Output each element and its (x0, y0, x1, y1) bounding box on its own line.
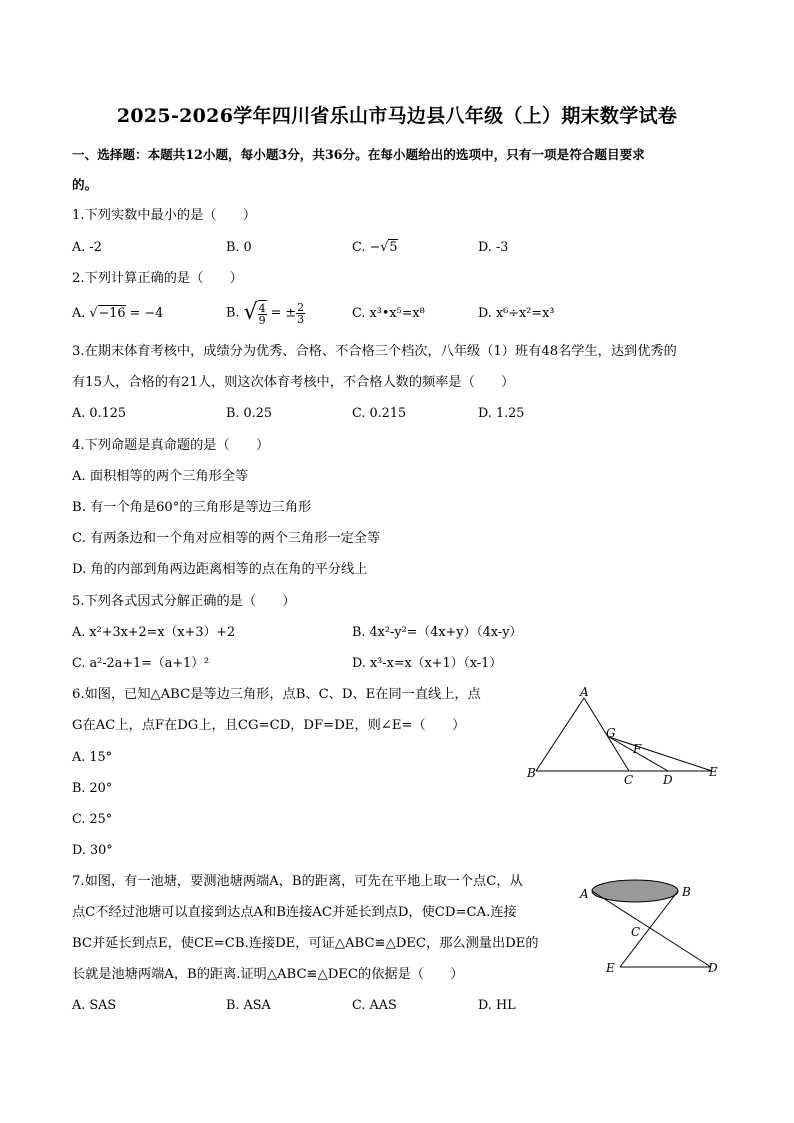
section-heading-line2: 的。 (72, 177, 98, 192)
q7-line1: 7.如图，有一池塘，要测池塘两端A，B的距离，可先在平地上取一个点C，从 (72, 874, 523, 889)
q3-line2: 有15人，合格的有21人，则这次体育考核中，不合格人数的频率是（ ） (72, 375, 515, 390)
q2-option-a-prefix: A. (72, 306, 90, 321)
q6-option-b: B. 20° (72, 781, 113, 796)
line-AD (592, 891, 711, 967)
label-C: C (631, 925, 641, 939)
sqrt-symbol: √ (89, 306, 98, 321)
q7-option-d: D. HL (478, 998, 516, 1013)
q2-option-a-rhs: = −4 (125, 306, 164, 321)
q2-option-b-denominator: 9 (258, 314, 266, 327)
q2-option-d: D. x⁶÷x²=x³ (478, 306, 555, 321)
section-heading-line1: 一、选择题：本题共12小题，每小题3分，共36分。在每小题给出的选项中，只有一项是符合题目要求 (72, 147, 645, 162)
q2-option-a-radicand: −16 (98, 306, 126, 321)
q2-stem: 2.下列计算正确的是（ ） (72, 271, 243, 286)
q2-option-b-rhs-numerator: 2 (297, 300, 305, 314)
q6-option-a: A. 15° (72, 750, 113, 765)
q7-option-a: A. SAS (72, 998, 117, 1013)
q2-option-b-rhs-fraction (296, 302, 305, 325)
q1-option-c-prefix: C. − (352, 240, 381, 255)
q5-stem: 5.下列各式因式分解正确的是（ ） (72, 594, 296, 609)
q6-line1: 6.如图，已知△ABC是等边三角形，点B、C、D、E在同一直线上，点 (72, 687, 481, 702)
q2-option-b-rhs-denominator: 3 (297, 312, 305, 326)
q6-figure-triangle-diagram (522, 685, 732, 790)
label-G: G (606, 726, 616, 740)
q7-line4: 长就是池塘两端A，B的距离.证明△ABC≌△DEC的依据是（ ） (72, 967, 464, 982)
label-B: B (682, 885, 691, 899)
label-A: A (580, 887, 589, 901)
q3-option-c: C. 0.215 (352, 406, 407, 421)
q2-option-b-numerator: 4 (258, 302, 266, 315)
q1-option-d: D. -3 (478, 240, 509, 255)
q5-option-d: D. x³-x=x（x+1）（x-1） (352, 656, 503, 671)
label-D: D (663, 773, 673, 787)
label-C: C (624, 773, 634, 787)
q7-line3: BC并延长到点E，使CE=CB.连接DE，可证△ABC≌△DEC，那么测量出DE的 (72, 936, 539, 951)
q7-option-b: B. ASA (226, 998, 271, 1013)
q1-option-a: A. -2 (72, 240, 102, 255)
q3-option-b: B. 0.25 (226, 406, 273, 421)
line-BE (620, 891, 678, 967)
label-D: D (708, 961, 718, 975)
q2-option-b-prefix: B. (226, 305, 244, 321)
q2-option-b-mid: = ± (266, 305, 297, 321)
q7-option-c: C. AAS (352, 998, 397, 1013)
q3-option-d: D. 1.25 (478, 406, 525, 421)
q4-option-a: A. 面积相等的两个三角形全等 (72, 469, 249, 484)
q4-option-b: B. 有一个角是60°的三角形是等边三角形 (72, 500, 312, 515)
q6-option-c: C. 25° (72, 812, 113, 827)
q2-option-b-fraction (258, 300, 267, 326)
label-F: F (633, 742, 642, 756)
q6-line2: G在AC上，点F在DG上，且CG=CD，DF=DE，则∠E=（ ） (72, 718, 466, 733)
q2-option-b (226, 298, 305, 329)
q2-option-a (72, 305, 163, 323)
q3-option-a: A. 0.125 (72, 406, 127, 421)
line-AB (536, 698, 584, 771)
q1-option-b: B. 0 (226, 240, 252, 255)
q5-option-a: A. x²+3x+2=x（x+3）+2 (72, 625, 236, 640)
q1-option-c-radicand: 5 (389, 240, 398, 255)
exam-title: 2025-2026学年四川省乐山市马边县八年级（上）期末数学试卷 (116, 105, 678, 127)
q1-option-c (352, 239, 398, 257)
sqrt-symbol: √ (380, 240, 389, 255)
q5-option-c: C. a²-2a+1=（a+1）² (72, 656, 210, 671)
label-B: B (527, 766, 536, 780)
q5-option-b: B. 4x²-y²=（4x+y）（4x-y） (352, 625, 523, 640)
q7-figure-pond-diagram (575, 872, 735, 982)
sqrt-symbol: √ (243, 300, 258, 325)
q4-stem: 4.下列命题是真命题的是（ ） (72, 438, 270, 453)
q4-option-d: D. 角的内部到角两边距离相等的点在角的平分线上 (72, 562, 368, 577)
q6-option-d: D. 30° (72, 843, 113, 858)
label-E: E (606, 961, 615, 975)
label-A: A (580, 685, 589, 699)
q3-line1: 3.在期末体育考核中，成绩分为优秀、合格、不合格三个档次，八年级（1）班有48名学生，达到优秀的 (72, 344, 677, 359)
q4-option-c: C. 有两条边和一个角对应相等的两个三角形一定全等 (72, 531, 381, 546)
line-GE (609, 737, 712, 771)
q1-stem: 1.下列实数中最小的是（ ） (72, 208, 257, 223)
q2-option-c: C. x³•x⁵=x⁸ (352, 306, 425, 321)
q7-line2: 点C不经过池塘可以直接到达点A和B连接AC并延长到点D，使CD=CA.连接 (72, 905, 517, 920)
label-E: E (709, 765, 718, 779)
